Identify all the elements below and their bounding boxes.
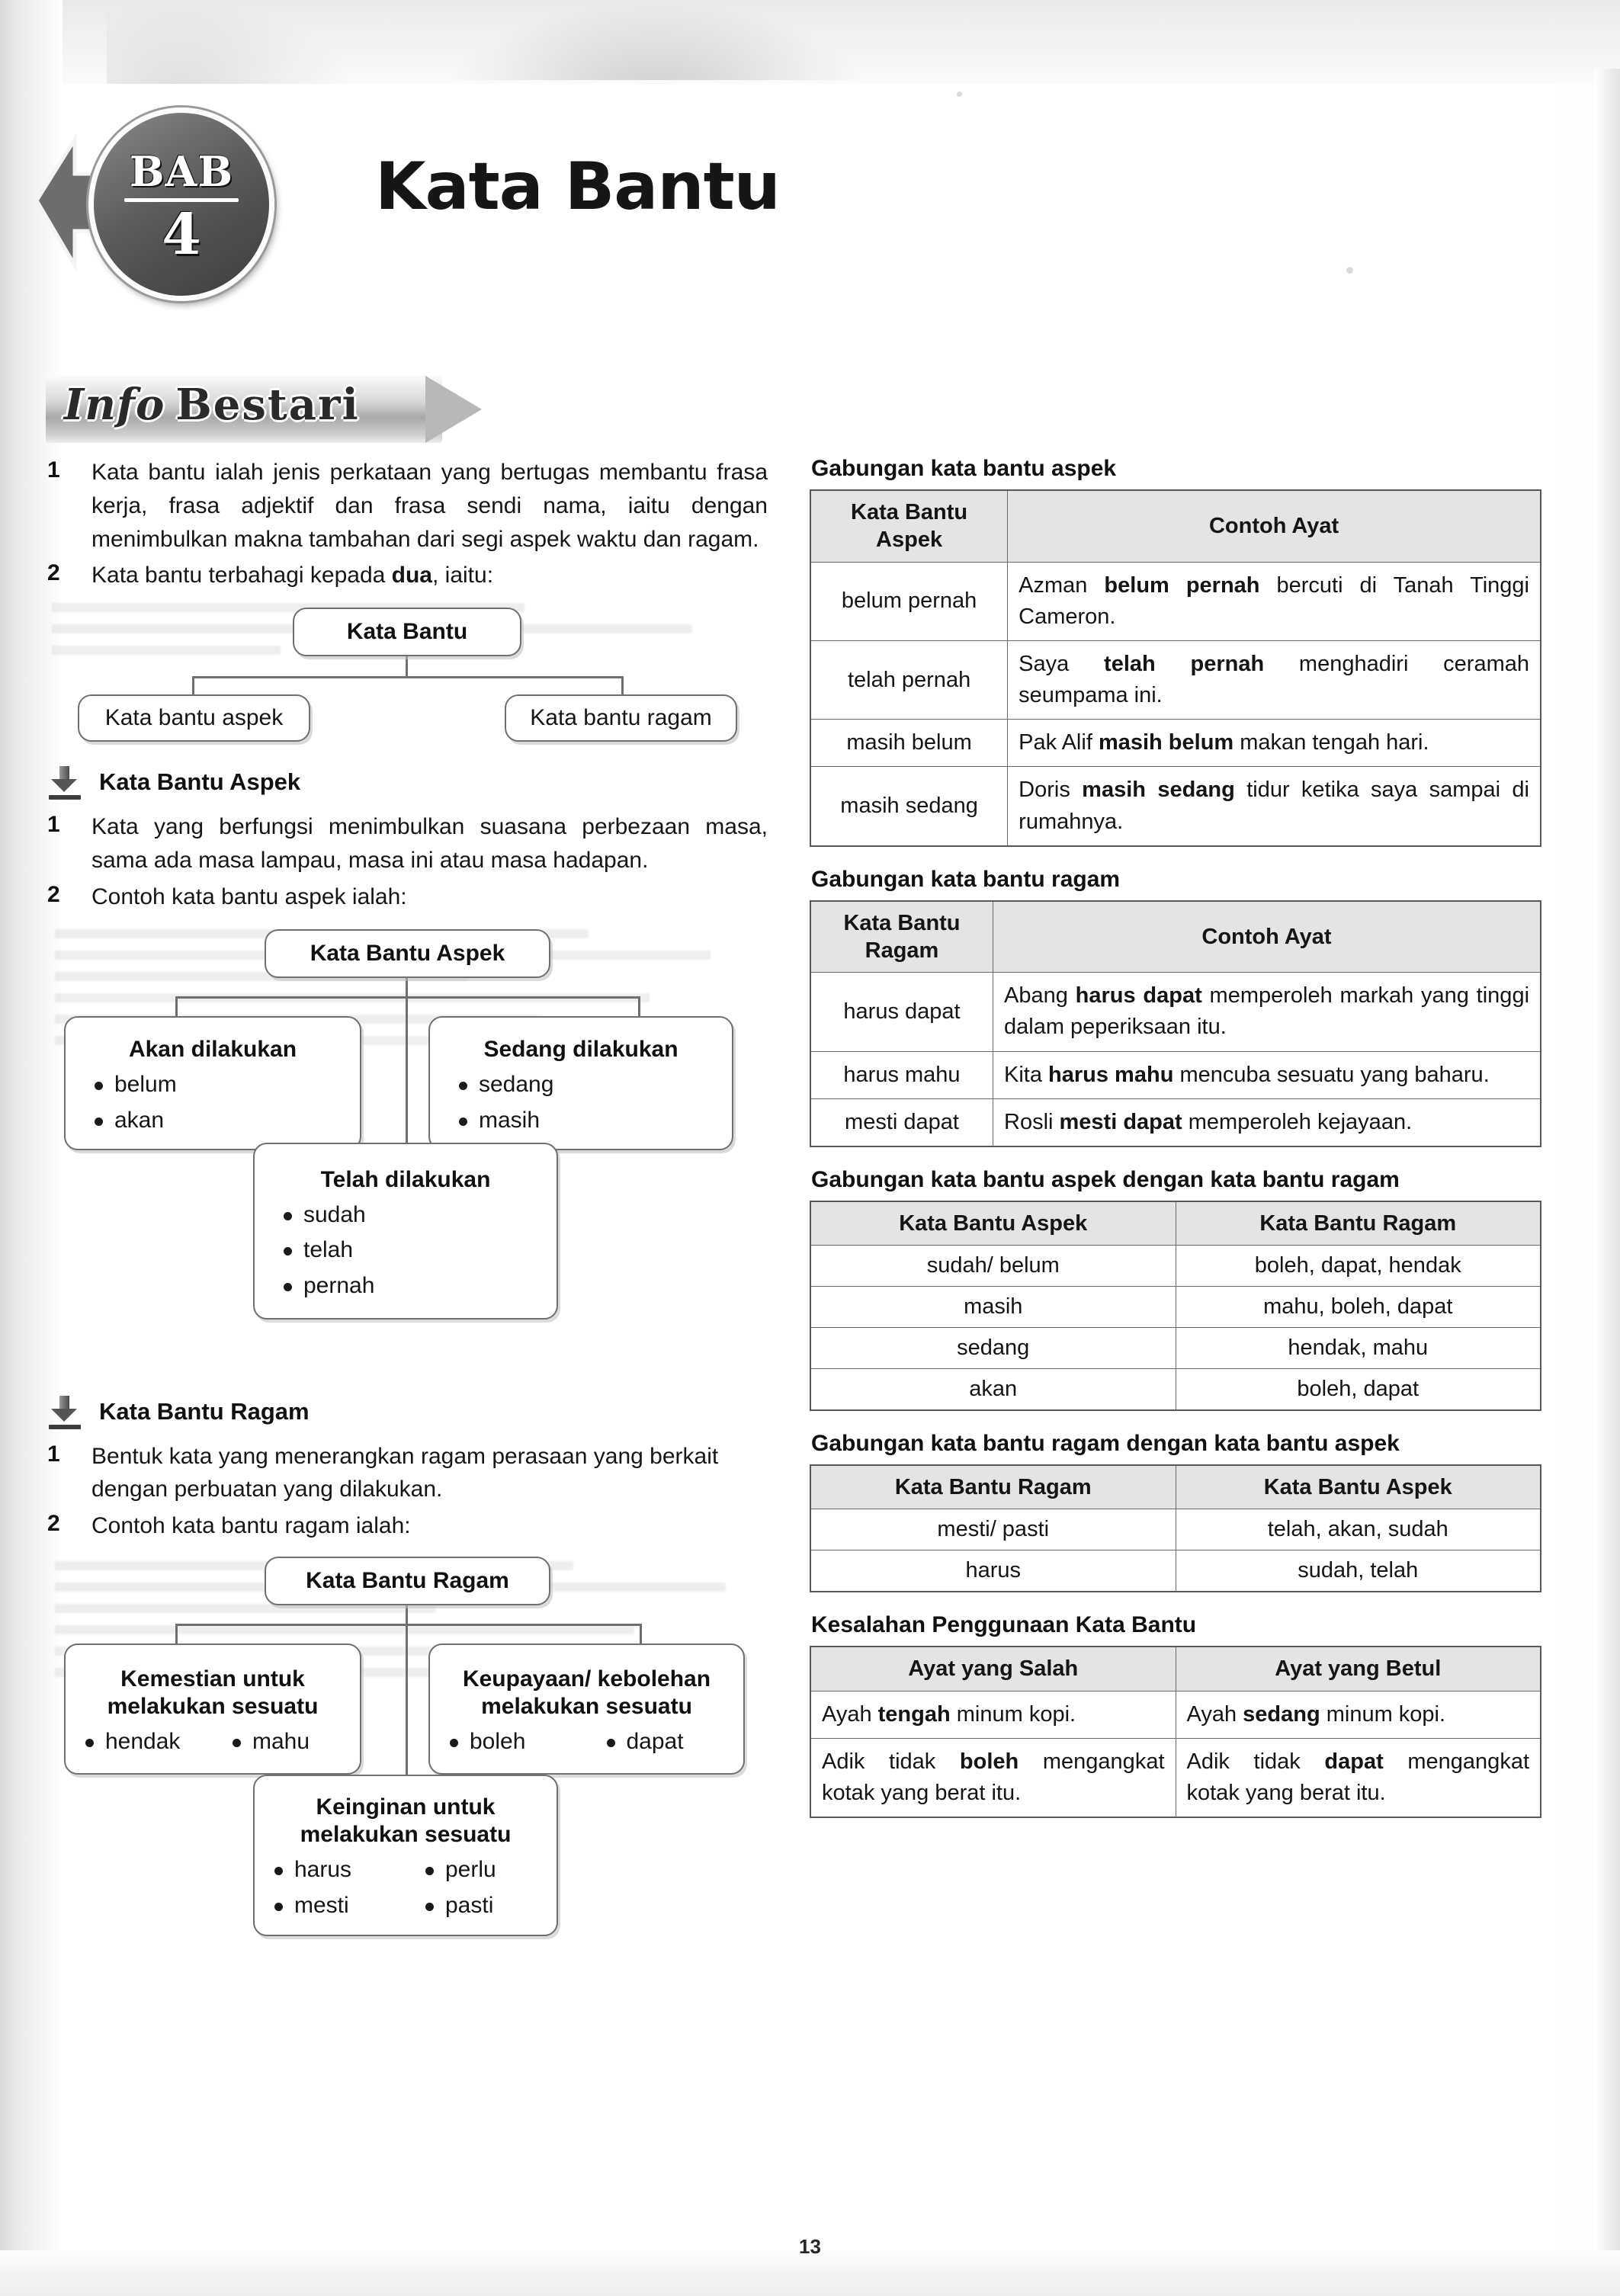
cell-key: masih sedang	[810, 767, 1008, 846]
sentence-pre: Doris	[1019, 778, 1083, 803]
table-row	[810, 562, 1541, 640]
intro-list	[47, 456, 768, 592]
bullet-item: telah	[255, 1235, 557, 1266]
table-caption: Gabungan kata bantu ragam	[811, 866, 1121, 892]
section-heading-aspek	[47, 765, 768, 800]
list-item	[47, 456, 768, 556]
node-label: Sedang dilakukan	[483, 1037, 678, 1063]
sentence-pre: Rosli	[1004, 1109, 1060, 1134]
flowchart-kata-bantu-ragam	[47, 1550, 768, 1977]
cell-value: mesti/ pasti	[810, 1509, 1176, 1550]
flow-node-root	[265, 1557, 550, 1605]
cell-sentence-salah	[810, 1738, 1176, 1817]
flow-node-ragam	[505, 694, 737, 742]
bab-divider	[124, 198, 239, 202]
node-label: Kata Bantu	[346, 619, 468, 645]
item-text: Kata yang berfungsi menimbulkan suasana perbezaan masa, sama ada masa lampau, masa ini atau masa hadapan.	[91, 814, 768, 873]
item-text-bold: dua	[391, 563, 432, 588]
section-title: Kata Bantu Ragam	[99, 1397, 310, 1425]
column-header: Kata Bantu Ragam	[810, 901, 993, 973]
sentence-bold: harus dapat	[1075, 983, 1202, 1009]
cell-value: harus	[810, 1550, 1176, 1592]
table-row	[810, 973, 1541, 1051]
cell-sentence	[993, 1051, 1541, 1098]
connector	[621, 676, 624, 696]
page-title: Kata Bantu	[375, 149, 780, 225]
banner-label	[64, 380, 360, 430]
table-row	[810, 640, 1541, 719]
section-title: Kata Bantu Aspek	[99, 768, 301, 796]
column-header: Contoh Ayat	[1008, 490, 1541, 562]
column-header: Ayat yang Salah	[810, 1647, 1176, 1691]
list-item	[47, 559, 768, 592]
bullet-item: belum	[66, 1069, 360, 1101]
right-column	[810, 456, 1541, 1838]
flow-node-kemestian	[64, 1643, 361, 1775]
connector	[406, 978, 408, 998]
flowchart-kata-bantu-aspek	[47, 922, 768, 1364]
flow-node-keinginan	[253, 1775, 558, 1936]
node-bullets	[430, 1727, 743, 1762]
table-row	[810, 1691, 1541, 1738]
item-number: 1	[47, 457, 60, 483]
sentence-pre: Adik tidak	[1186, 1749, 1325, 1774]
bullet-item: mesti	[255, 1890, 406, 1922]
cell-value: sudah/ belum	[810, 1246, 1176, 1287]
connector	[175, 996, 178, 1018]
column-header: Kata Bantu Aspek	[1176, 1465, 1541, 1509]
node-bullets	[255, 1855, 557, 1926]
table-row	[810, 1550, 1541, 1592]
cell-value: hendak, mahu	[1176, 1328, 1541, 1369]
flow-node-sedang	[428, 1016, 733, 1150]
item-text: Contoh kata bantu aspek ialah:	[91, 883, 407, 909]
flow-node-aspek	[78, 694, 310, 742]
down-arrow-icon	[47, 1394, 82, 1429]
banner-word-info: Info	[64, 380, 165, 430]
node-label: Kata Bantu Aspek	[310, 940, 505, 966]
flow-node-keupayaan	[428, 1643, 745, 1775]
bullet-item: sudah	[255, 1200, 557, 1231]
node-label: Kata Bantu Ragam	[306, 1567, 509, 1593]
sentence-bold: boleh	[959, 1749, 1019, 1774]
cell-sentence	[1008, 720, 1541, 767]
sentence-pre: Azman	[1019, 572, 1105, 598]
cell-key: belum pernah	[810, 562, 1008, 640]
banner-arrow-icon	[425, 376, 482, 443]
sentence-post: tidur ketika saya sampai di rumahnya.	[1019, 778, 1530, 834]
node-label: Kata bantu aspek	[104, 705, 284, 731]
node-label: Akan dilakukan	[128, 1037, 297, 1063]
node-bullets	[430, 1069, 732, 1140]
table-row	[810, 1246, 1541, 1287]
table-row	[810, 1738, 1541, 1817]
sentence-bold: mesti dapat	[1059, 1109, 1182, 1134]
cell-value: sudah, telah	[1176, 1550, 1541, 1592]
sentence-bold: belum pernah	[1104, 572, 1260, 598]
cell-sentence	[1008, 640, 1541, 719]
scan-smudge	[442, 0, 869, 80]
sentence-bold: telah pernah	[1104, 651, 1265, 676]
item-number: 1	[47, 812, 60, 838]
bullet-item: perlu	[406, 1855, 557, 1886]
column-header: Kata Bantu Aspek	[810, 1201, 1176, 1246]
cell-sentence-betul	[1176, 1691, 1541, 1738]
sentence-post: minum kopi.	[1320, 1701, 1446, 1727]
cell-value: masih	[810, 1287, 1176, 1328]
sentence-post: menghadiri ceramah seumpama ini.	[1019, 651, 1529, 708]
table-row	[810, 767, 1541, 846]
table-header-row	[810, 1465, 1541, 1509]
cell-key: masih belum	[810, 720, 1008, 767]
table-row	[810, 720, 1541, 767]
chapter-header	[0, 72, 1620, 324]
bullet-item: hendak	[66, 1727, 213, 1758]
cell-sentence-betul	[1176, 1738, 1541, 1817]
connector	[640, 1624, 642, 1645]
connector	[406, 1624, 408, 1775]
table-row	[810, 1328, 1541, 1369]
aspek-list	[47, 810, 768, 913]
table-row	[810, 1369, 1541, 1411]
sentence-bold: harus mahu	[1048, 1062, 1174, 1087]
chapter-number-badge	[88, 107, 274, 301]
page-number: 13	[799, 2235, 821, 2258]
scan-right-edge	[1594, 69, 1620, 2296]
connector	[175, 1624, 178, 1645]
bullet-item: sedang	[430, 1069, 732, 1101]
sentence-post: memperoleh kejayaan.	[1182, 1109, 1413, 1134]
sentence-bold: masih belum	[1098, 730, 1234, 755]
table-gabungan-ragam	[810, 900, 1541, 1147]
connector	[406, 656, 408, 678]
table-aspek-dengan-ragam	[810, 1201, 1541, 1411]
connector	[638, 996, 640, 1018]
bullet-item: harus	[255, 1855, 406, 1886]
table-row	[810, 1287, 1541, 1328]
cell-sentence	[993, 1098, 1541, 1146]
column-header: Ayat yang Betul	[1176, 1647, 1541, 1691]
node-label: Kemestian untuk melakukan sesuatu	[107, 1666, 319, 1719]
sentence-post: memperoleh markah yang tinggi dalam peperiksaan itu.	[1004, 983, 1530, 1040]
table-header-row	[810, 1647, 1541, 1691]
cell-sentence-salah	[810, 1691, 1176, 1738]
item-text: Bentuk kata yang menerangkan ragam perasaan yang berkait dengan perbuatan yang dilakukan.	[91, 1443, 719, 1502]
chapter-badge	[29, 86, 281, 315]
table-kesalahan-penggunaan	[810, 1646, 1541, 1818]
item-number: 2	[47, 1511, 60, 1537]
flowchart-kata-bantu	[47, 600, 768, 745]
table-row	[810, 1051, 1541, 1098]
column-header: Kata Bantu Aspek	[810, 490, 1008, 562]
bab-label: BAB	[129, 146, 234, 196]
item-text: Contoh kata bantu ragam ialah:	[91, 1513, 411, 1539]
ragam-list	[47, 1440, 768, 1543]
sentence-post: mencuba sesuatu yang baharu.	[1173, 1062, 1490, 1087]
table-header-row	[810, 490, 1541, 562]
connector	[406, 996, 408, 1143]
sentence-post: mengangkat kotak yang berat itu.	[822, 1749, 1165, 1805]
connector	[192, 676, 624, 678]
cell-value: sedang	[810, 1328, 1176, 1369]
item-text: Kata bantu ialah jenis perkataan yang bertugas membantu frasa kerja, frasa adjektif dan frasa sendi nama, iaitu dengan menimbulkan makna tambahan dari segi aspek waktu dan ragam.	[91, 460, 768, 552]
table-row	[810, 1509, 1541, 1550]
cell-key: harus mahu	[810, 1051, 993, 1098]
sentence-post: bercuti di Tanah Tinggi Cameron.	[1019, 572, 1529, 629]
node-label: Keupayaan/ kebolehan melakukan sesuatu	[462, 1666, 711, 1719]
table-header-row	[810, 901, 1541, 973]
list-item	[47, 1440, 768, 1507]
sentence-pre: Kita	[1004, 1062, 1049, 1087]
flow-node-root	[293, 608, 521, 656]
sentence-bold: dapat	[1324, 1749, 1384, 1774]
sentence-pre: Saya	[1019, 651, 1105, 676]
bullet-item: masih	[430, 1105, 732, 1137]
sentence-pre: Adik tidak	[822, 1749, 960, 1774]
cell-key: telah pernah	[810, 640, 1008, 719]
list-item	[47, 880, 768, 914]
sentence-post: minum kopi.	[950, 1701, 1076, 1727]
bullet-item: pasti	[406, 1890, 557, 1922]
item-number: 2	[47, 560, 60, 586]
item-text-pre: Kata bantu terbahagi kepada	[91, 563, 392, 588]
table-gabungan-aspek	[810, 489, 1541, 847]
flow-node-telah	[253, 1143, 558, 1320]
cell-value: boleh, dapat, hendak	[1176, 1246, 1541, 1287]
column-header: Kata Bantu Ragam	[1176, 1201, 1541, 1246]
banner-word-bestari: Bestari	[175, 380, 360, 430]
bullet-item: akan	[66, 1105, 360, 1137]
node-label: Kata bantu ragam	[530, 705, 712, 731]
sentence-post: mengangkat kotak yang berat itu.	[1186, 1749, 1529, 1805]
column-header: Kata Bantu Ragam	[810, 1465, 1176, 1509]
cell-value: akan	[810, 1369, 1176, 1411]
left-column	[47, 456, 768, 1977]
cell-value: boleh, dapat	[1176, 1369, 1541, 1411]
list-item	[47, 810, 768, 877]
sentence-pre: Ayah	[822, 1701, 878, 1727]
connector	[175, 996, 640, 999]
sentence-pre: Abang	[1004, 983, 1076, 1009]
node-bullets	[66, 1069, 360, 1140]
node-label: Telah dilakukan	[320, 1166, 491, 1192]
table-row	[810, 1098, 1541, 1146]
cell-sentence	[993, 973, 1541, 1051]
item-text-post: , iaitu:	[432, 563, 494, 588]
cell-key: mesti dapat	[810, 1098, 993, 1146]
node-bullets	[255, 1200, 557, 1307]
cell-sentence	[1008, 562, 1541, 640]
bullet-item: dapat	[587, 1727, 744, 1758]
table-caption: Gabungan kata bantu ragam dengan kata bantu aspek	[811, 1431, 1400, 1457]
table-caption: Gabungan kata bantu aspek	[811, 456, 1117, 481]
flow-node-akan	[64, 1016, 361, 1150]
sentence-post: makan tengah hari.	[1233, 730, 1429, 755]
list-item	[47, 1509, 768, 1543]
info-bestari-banner	[46, 370, 496, 454]
item-text	[91, 559, 768, 592]
column-header: Contoh Ayat	[993, 901, 1541, 973]
node-label: Keinginan untuk melakukan sesuatu	[300, 1794, 512, 1848]
item-number: 2	[47, 881, 60, 907]
table-caption: Kesalahan Penggunaan Kata Bantu	[811, 1612, 1197, 1638]
connector	[406, 1605, 408, 1625]
table-caption: Gabungan kata bantu aspek dengan kata bantu ragam	[811, 1166, 1400, 1192]
down-arrow-icon	[47, 765, 82, 800]
table-header-row	[810, 1201, 1541, 1246]
section-heading-ragam	[47, 1394, 768, 1429]
sentence-bold: tengah	[877, 1701, 951, 1727]
sentence-bold: masih sedang	[1082, 778, 1235, 803]
cell-sentence	[1008, 767, 1541, 846]
connector	[175, 1624, 642, 1626]
sentence-bold: sedang	[1243, 1701, 1320, 1727]
bullet-item: mahu	[213, 1727, 360, 1758]
table-ragam-dengan-aspek	[810, 1464, 1541, 1592]
bullet-item: pernah	[255, 1271, 557, 1302]
cell-value: mahu, boleh, dapat	[1176, 1287, 1541, 1328]
sentence-pre: Pak Alif	[1019, 730, 1099, 755]
bab-number: 4	[162, 201, 201, 268]
sentence-pre: Ayah	[1186, 1701, 1243, 1727]
bullet-item: boleh	[430, 1727, 587, 1758]
flow-node-root	[265, 929, 550, 978]
cell-key: harus dapat	[810, 973, 993, 1051]
connector	[192, 676, 194, 696]
item-number: 1	[47, 1441, 60, 1467]
node-bullets	[66, 1727, 360, 1762]
cell-value: telah, akan, sudah	[1176, 1509, 1541, 1550]
